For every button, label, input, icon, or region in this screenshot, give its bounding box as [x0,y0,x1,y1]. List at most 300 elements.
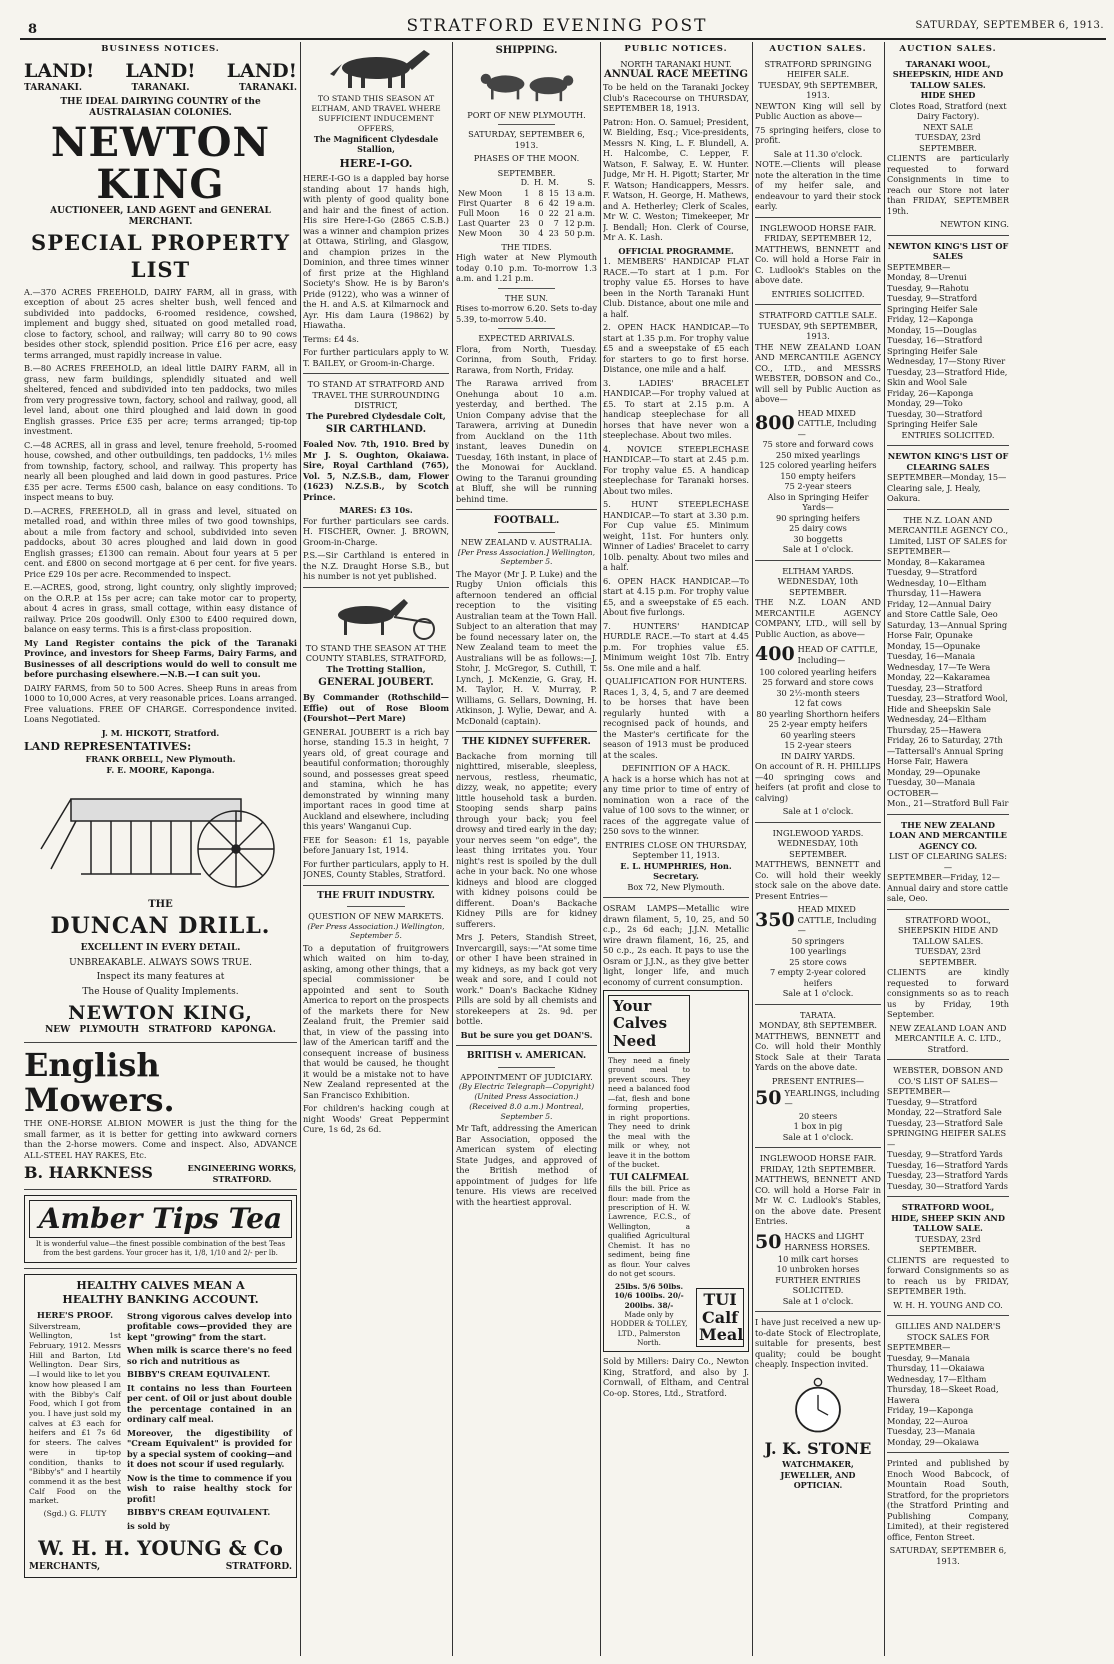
table-cell: 13 a.m. [564,188,595,198]
head-description: HEAD OF CATTLE, Including— [797,644,878,665]
head-description: HACKS and LIGHT HARNESS HORSES. [784,1231,871,1252]
sales-entry: Saturday, 13—Annual Spring Horse Fair, Opunake [887,619,1008,641]
carthland-intro: TO STAND AT STRATFORD AND TRAVEL THE SURROUNDING DISTRICT, [307,379,445,411]
sale-lot: 80 yearling Shorthorn heifers [756,708,880,719]
brit-title: BRITISH v. AMERICAN. [466,1051,587,1062]
mowers-text: THE ONE-HORSE ALBION MOWER is just the thing for the small farmer, as it is better for getting into awkward corners than the 2-horse mowers. Come and inspect. Also, ADVANCE ALL-STEEL HAY RAKES, Etc. [24,1118,297,1160]
table-cell: 21 a.m. [564,209,595,218]
sales-month: SEPTEMBER— [887,546,951,557]
qualification-text: Races 1, 3, 4, 5, and 7 are deemed to be horses that have been regularly hunted with a recognised pack of hounds, and the Master's certificate for the season of 1913 must be produced at the scales. [603,686,749,760]
property-item: A.—370 ACRES FREEHOLD, DAIRY FARM, all in grass, with exception of about 25 acres shelter bush, well fenced and subdivided into paddocks, 6-roomed residence, cowshed, implement and buggy shed, situated on good metalled road, close to factory, school, and railway; will carry 80 to 90 cows besides other stock, splendid position. Price £16 per acre, easy terms arranged, must rapidly increase in value. [24,286,297,360]
hunt-date: To be held on the Taranaki Jockey Club's Racecourse on THURSDAY, SEPTEMBER 18, 1913. [603,82,749,114]
programme-item: 4. NOVICE STEEPLECHASE HANDICAP.—To start at 2.45 p.m. For trophy value £5. A handicap steeplechase for Taranaki horses. About two miles. [603,443,749,496]
sales-entry: Monday, 22—Auroa [887,1415,968,1426]
tui-prices: 25lbs. 5/6 50lbs. 10/6 100lbs. 20/- 200lbs. 38/- [614,1281,684,1310]
kidney-text: Backache from morning till nighttired, miserable, sleepless, nervous, restless, rheumatic, dizzy, weak, no appetite; every little household task a burden. Stooping sends sharp pains through your back; you feel drowsy and tired early in the day; your nerves seem "on edge", the least thing irritates you. Your night's rest is spoiled by the dull ache in your back. No one whose kidneys and blood are clogged with kidney poisons could be different. Doan's Backache Kidney Pills are for kidney sufferers. [456,750,597,929]
moon-month: SEPTEMBER. [497,167,556,178]
carthland-contact: For further particulars see cards. H. FISCHER, Owner. J. BROWN, Groom-in-Charge. [303,515,449,547]
column-divider [452,42,453,1656]
section-heading: PUBLIC NOTICES. [624,44,728,54]
sales-entry: Wednesday, 17—Eltham [887,1373,987,1384]
shipping-news: The Rarawa arrived from Onehunga about 10 a.m. yesterday, and berthed. The Union Company advise that the Tarawera, arriving at Dunedin from Auckland on the 11th instant, leaves Dunedin on Tuesday, 16th instant, in place of the Monowai for Auckland. Owing to the Taranui grounding at Bluff, she will be running behind time. [456,378,597,504]
proof-sign: (Sgd.) G. FLUTY [43,1509,107,1519]
entries-solicited: ENTRIES SOLICITED. [901,429,995,440]
sale-lot: 90 springing heifers [776,512,860,523]
calves-ad-line: Calves [613,1014,668,1033]
sale-text: THE NEW ZEALAND LOAN AND MERCANTILE AGENCY CO., LTD., and MESSRS WEBSTER, DOBSON and Co., will sell by Public Auction as above— [755,341,881,405]
sale-text: MATTHEWS, BENNETT and Co. will hold a Horse Fair in C. Ludlook's Stables on the above date. [755,243,881,286]
tui-logo-line: TUI [703,1290,737,1310]
newspaper-title: STRATFORD EVENING POST [406,16,708,36]
sales-month: SEPTEMBER— [887,261,951,272]
section-heading: BUSINESS NOTICES. [101,44,220,54]
table-cell: 42 [548,198,559,208]
table-cell: 19 a.m. [564,198,595,208]
football-text: The Mayor (Mr J. P. Luke) and the Rugby Union officials this afternoon tendered an official reception to the visiting Australian team at the Town Hall. Subject to an alteration that may be found necessary later on, the New Zealand team to meet the Australians will be as follows:—J. Stohr, J. McGregor, S. Cuthill, T. Lynch, J. McKenzie, G. Gray, H. M. Taylor, H. V. Murray, P. Williams, G. Sellars, Downing, H. Atkinson, J. Wylie, Dewar, and A. McDonald (captain). [456,568,597,726]
newton-king-heading: NEWTON KING [50,118,271,208]
section-heading: AUCTION SALES. [769,44,867,54]
sale-text: NEWTON King will sell by Public Auction as above— [755,100,881,122]
table-cell: 50 p.m. [564,229,595,239]
sales-entry: Tuesday, 16—Stratford Springing Heifer Sale [887,335,983,356]
land-word: LAND! [226,59,297,82]
young-merchants: MERCHANTS, [29,1561,101,1572]
sale-lot: 25 dairy cows [789,523,847,534]
bibbys-line: BIBBY'S CREAM EQUIVALENT. [127,1507,271,1518]
hickott-signoff: J. M. HICKOTT, Stratford. [101,727,220,738]
calves-ad-line: Your [613,997,652,1016]
brit-text: Mr Taft, addressing the American Bar Association, opposed the American system of electing State Judges, and approved of the British method of appointment of judges for life tenure. His views are received with the heartiest approval. [456,1123,597,1207]
sales-entry: Friday, 26—Kaponga [887,387,974,398]
bibbys-line: is sold by [127,1520,170,1531]
imprint-date: SATURDAY, SEPTEMBER 6, 1913. [889,1545,1007,1566]
sale-text: MATTHEWS, BENNETT AND CO. will hold a Horse Fair in Mr W. C. Ludlook's Stables, on the above date. Present Entries. [755,1174,881,1226]
table-header-cell: M. [548,178,559,188]
clearing-text: SEPTEMBER—Monday, 15—Clearing sale, J. Healy, Oakura. [887,472,1007,504]
sale-lot: 25 store cows [789,956,847,967]
sales-entry: Tuesday, 30—Stratford Springing Heifer Sale [887,408,983,430]
head-number: 400 [755,643,795,666]
land-rep: FRANK ORBELL, New Plymouth. [85,754,236,765]
masthead-rule [20,38,1106,40]
stone-name: J. K. STONE [764,1438,872,1458]
moon-table [456,178,597,239]
sale-time: Sale at 1 o'clock. [782,544,854,555]
herei-name: HERE-I-GO. [339,157,413,171]
fruit-sub: QUESTION OF NEW MARKETS. [308,911,444,922]
tui-logo [696,995,744,1347]
sale-date: FRIDAY, 12th SEPTEMBER. [759,1163,877,1174]
table-cell: 6 [538,198,544,208]
table-cell: 8 [524,198,530,208]
wd-title: WEBSTER, DOBSON AND CO.'S LIST OF SALES— [893,1065,1003,1086]
land-word: LAND! [125,59,196,82]
sale-headcount [755,642,881,666]
sales-entry: Thursday, 18—Skeet Road, Hawera [887,1384,999,1405]
sales-entry: Tuesday, 23—Stratford Yards [887,1170,1008,1181]
football-title: FOOTBALL. [493,515,560,527]
tea-text: It is wonderful value—the finest possible combination of the best Teas from the best gardens. Your grocer has it, 1/8, 1/10 and 2/- per lb. [35,1239,286,1257]
property-item: D.—ACRES, FREEHOLD, all in grass and level, situated on metalled road, and within three miles of two good townships, about a mile from factory and school, subdivided into seven paddocks, about 30 acres ploughed and laid down in good English grasses; £1300 can remain. About four years at 5 per cent. and £800 on second mortgage at 6 per cent. for five years. Price £29 10s per acre. Recommended to inspect. [24,505,297,579]
head-description: HEAD MIXED CATTLE, Including— [797,407,877,439]
sale-lot: 25 2-year empty heifers [768,719,868,730]
sales-entry: Tuesday, 16—Stratford Yards [887,1159,1008,1170]
taranaki-banner [24,83,297,95]
drill-slogan: UNBREAKABLE. ALWAYS SOWS TRUE. [69,957,252,968]
sales-entry: Monday, 29—Toko [887,398,963,409]
masthead [0,0,1114,40]
bibbys-line: BIBBY'S CREAM EQUIVALENT. [127,1369,271,1380]
tagline: THE IDEAL DAIRYING COUNTRY of the AUSTRALASIAN COLONIES. [60,96,261,119]
proof-title: HERE'S PROOF. [36,1310,114,1321]
sales-entry: Wednesday, 24—Eltham [887,714,987,725]
sale-title: STRATFORD SPRINGING HEIFER SALE. [764,58,872,80]
property-list [24,287,297,635]
sale-date: MONDAY, 8th SEPTEMBER. [758,1020,877,1031]
sale-time: Sale at 1 o'clock. [782,806,854,817]
sale-subtitle: PRESENT ENTRIES— [771,1075,865,1086]
property-item: E.—ACRES, good, strong, light country, only slightly improved; on the O.R.P. at 15s per acre; can take motor car to property, about 4 acres in grass, small cottage, within easy distance of railway. Price 20s goodwill. Only £300 to £400 required down, balance on easy terms. This is a first-class proposition. [24,582,297,635]
newton-king-sign: NEWTON KING. [940,219,1009,230]
table-row [456,189,597,199]
sales-entry: Monday, 8—Urenui [887,272,967,283]
english-mowers-title: English Mowers. [24,1045,175,1120]
sale-date: WEDNESDAY, 10th SEPTEMBER. [777,838,859,859]
sales-entry: Tuesday, 9—Stratford Springing Heifer Sale [887,293,978,314]
sales-entry: Monday, 22—Stratford Sale [887,1107,1002,1118]
table-cell: 1 [524,188,530,198]
port-name: PORT OF NEW PLYMOUTH. [467,109,586,120]
nzl-title: THE N.Z. LOAN AND MERCANTILE AGENCY CO., Limited, LIST OF SALES for [887,514,1009,546]
bibbys-line: Moreover, the digestibility of "Cream Equivalent" is provided for by a special system of cooking—and it does not scour if used regularly. [127,1427,292,1470]
table-cell: Full Moon [458,209,500,218]
herei-intro: TO STAND THIS SEASON AT ELTHAM, AND TRAVEL WHERE SUFFICIENT INDUCEMENT OFFERS, [311,94,441,133]
joubert-fee: FEE for Season: £1 1s, payable before January 1st, 1914. [303,834,449,856]
tui-logo-line: Calf [701,1307,739,1327]
sale-headcount [755,408,881,440]
hunt-secretary: E. L. HUMPHRIES, Hon. Secretary. [620,860,732,882]
sales-entry: Tuesday, 23—Manaia [887,1426,976,1437]
sale-date: FRIDAY, SEPTEMBER 12, [764,233,872,244]
joubert-sub: The Trotting Stallion, [326,663,426,674]
tui-logo-line: Meal [699,1325,744,1345]
bibbys-line: Now is the time to commence if you wish to raise healthy stock for profit! [127,1472,292,1504]
sales-entry: SPRINGING HEIFER SALES— [887,1128,1007,1149]
clients-notice: CLIENTS are particularly requested to forward Consignments in time to reach our Store not later than FRIDAY, SEPTEMBER 19th. [887,153,1009,216]
calves-ad-text: They need a finely ground meal to prevent scours. They need a balanced food—fat, flesh and bone forming properties, in right proportions. They need to drink the meal with the milk or whey, not leave it in the bottom of the bucket. [608,1055,690,1170]
sale-headcount [755,904,881,936]
page-number: 8 [28,22,38,37]
land-register-notice: My Land Register contains the pick of the Taranaki Province, and investors for Sheep Farms, Dairy Farms, and Businesses of all descriptions would do well to consult me before purchasing elsewhere.—N.B.—I can suit you. [24,637,297,680]
sales-entry: Monday, 29—Okaiawa [887,1436,979,1447]
head-number: 800 [755,412,795,435]
head-number: 50 [755,1087,782,1110]
next-sale: NEXT SALE [923,121,973,132]
tides-title: THE TIDES. [501,241,552,252]
table-header [456,178,597,188]
sale-lot: 10 unbroken horses [776,1264,860,1275]
herei-text: HERE-I-GO is a dappled bay horse standing about 17 hands high, with plenty of good quality bone and hair and the finest of action. His sire Here-I-Go (2865 C.S.B.) was a winner and champion prizes at Ottawa, Stirling, and Glasgow, and champion prizes in the Dominion, and three times winner of first prize at the Highland Society's Show. He is by Baron's Pride (9122), who was a winner of the H. and A.S. at Kilmarnock and Ayr. His dam Laura (19862) by Hiawatha. [303,173,449,331]
drill-slogan: EXCELLENT IN EVERY DETAIL. [80,943,241,954]
table-header-cell: D. [520,178,530,188]
sales-entry: Friday, 19—Kaponga [887,1405,974,1416]
carthland-mares: MARES: £3 10s. [339,505,413,516]
pocket-watch-icon [790,1373,846,1437]
table-cell: 23 [519,219,530,229]
drill-slogan: The House of Quality Implements. [82,986,239,997]
table-cell: 0 [538,209,544,218]
sale-subtitle: IN DAIRY YARDS. [781,750,855,761]
sales-entry: Monday, 15—Opunake [887,640,981,651]
column-business-notices [24,42,297,1658]
sales-entry: Tuesday, 9—Rahotu [887,282,970,293]
sale-item: 75 springing heifers, close to profit. [755,124,881,146]
column-divider [300,42,301,1656]
brit-cable: (By Electric Telegraph—Copyright) (United Press Association.) (Received 8.0 a.m.) Montreal, September 5. [458,1082,595,1121]
hide-text: Clotes Road, Stratford (next Dairy Factory). [889,100,1007,122]
sale-entries: ENTRIES SOLICITED. [771,288,865,299]
sale-lot: 150 empty heifers [780,470,856,481]
table-cell: 12 p.m. [564,219,595,229]
wool-title: TARANAKI WOOL, SHEEPSKIN, HIDE AND TALLOW SALES. [892,58,1004,90]
wd-hide-title: STRATFORD WOOL, HIDE, SHEEP SKIN AND TALLOW SALE. [891,1202,1005,1234]
programme-item: 5. HUNT STEEPLECHASE HANDICAP.—To start at 3.30 p.m. For Cup value £5. Minimum weight, 11st. For hunters only. Winner of Ladies' Bracelet to carry 10lb. penalty. About two miles and a half. [603,499,749,573]
table-header-cell: S. [587,178,595,188]
property-list-title: SPECIAL PROPERTY LIST [31,229,290,282]
sale-lot: 75 store and forward cows [762,439,874,450]
table-cell: 30 [519,229,530,239]
sale-date: TUESDAY, 9th SEPTEMBER, 1913. [758,79,878,101]
property-item: B.—80 ACRES FREEHOLD, an ideal little DAIRY FARM, all in grass, new farm buildings, splendidly situated and well sheltered, fenced and subdivided into ten paddocks, two miles from very progressive town, factory, school and railway, good, all level land, about one third ploughed and laid down in good English grasses. Price £35 per acre; terms arranged; tip-top investment. [24,363,297,437]
bibbys-calves-ad [24,1274,297,1579]
sales-entry: Monday, 22—Kakaramea [887,672,991,683]
table-cell: 4 [538,229,544,239]
sale-title: INGLEWOOD HORSE FAIR. [759,1153,877,1163]
hunt-patrons: Patron: Hon. O. Samuel; President, W. Bielding, Esq.; Vice-presidents, Messrs N. King, L. F. Blundell, A. H. Halcombe, C. Lepper, F. Watson, F. Salway, E. W. Hunter. Judge, Mr H. H. Pigott; Starter, Mr F. Watson; Handicappers, Messrs. F. Watson, H. George, H. Mathews, and A. Hetherley; Clerk of Scales, Mr W. C. Weston; Timekeeper, Mr J. Bendall; Hon. Clerk of Course, Mr A. K. Lash. [603,116,749,243]
sales-entry: Thursday, 11—Okaiawa [887,1363,985,1374]
hide-shed: HIDE SHED [920,90,976,101]
tui-calfmeal-text: fills the bill. Price as flour: made from the prescription of H. W. Lawrence, F.C.S., of Wellington, a qualified Agricultural Chemist. It has no sediment, being fine as flour. Your calves do not get scours. [608,1184,690,1279]
programme-item: 1. MEMBERS' HANDICAP FLAT RACE.—To start at 1 p.m. For trophy value £5. Horses to have been in the North Taranaki Hunt Club. Distance, about one mile and a half. [603,256,749,319]
sales-month: SEPTEMBER— [887,1342,951,1353]
next-date: TUESDAY, 23rd SEPTEMBER. [915,132,981,153]
sale-time: Sale at 1 o'clock. [782,1295,854,1306]
land-reps-title: LAND REPRESENTATIVES: [24,740,192,754]
sale-text: THE N.Z. LOAN AND MERCANTILE AGENCY COMPANY, LTD., will sell by Public Auction, as above— [755,597,881,639]
football-sub: NEW ZEALAND v. AUSTRALIA. [460,537,593,547]
sale-lot: 30 2½-month steers [776,687,860,698]
fruit-text: To a deputation of fruitgrowers which waited on him to-day, asking, among other things, that a special commissioner be appointed and sent to South America to report on the prospects of the markets there for New Zealand fruit, the Premier said that, in view of the passing into law of the American tariff and the consequent increase of business that would be caused, he thought it would be a mistake not to have New Zealand represented at the San Francisco Exhibition. [303,942,449,1100]
table-cell: 7 [553,219,559,229]
table-cell: 16 [519,209,530,218]
young-name: W. H. H. YOUNG & Co [38,1536,283,1561]
carthland-sub: The Purebred Clydesdale Colt, [306,410,446,421]
table-header-cell [456,178,517,188]
tui-calfmeal-name: TUI CALFMEAL [609,1172,689,1183]
fruit-assoc: (Per Press Association.) Wellington, September 5. [307,921,445,941]
sale-title: INGLEWOOD YARDS. [772,827,864,838]
table-cell: 22 [548,209,559,218]
moon-title: PHASES OF THE MOON. [473,153,580,164]
sales-entry: Tuesday, 23—Stratford Wool, Hide and Sheepskin Sale [887,693,1008,714]
sale-time: Sale at 1 o'clock. [782,1131,854,1142]
sale-title: ELTHAM YARDS. [782,565,854,576]
sale-lot: 12 fat cows [794,698,842,709]
property-item: C.—48 ACRES, all in grass and level, tenure freehold, 5-roomed house, cowshed, and other outbuildings, ten paddocks, 1½ miles from township, factory, school, and railway. This property has nearly all been ploughed and laid down in good pastures. Price £35 per acre. Terms £500 cash, balance on easy conditions. To inspect means to buy. [24,439,297,503]
kidney-title: THE KIDNEY SUFFERER. [462,737,591,748]
joubert-pedigree: By Commander (Rothschild—Effie) out of Rose Bloom (Fourshot—Pert Mare) [303,692,449,724]
osram-notice: OSRAM LAMPS—Metallic wire drawn filament, 5, 10, 25, and 50 c.p., 2s 6d each; J.J.N. Metallic wire drawn filament, 16, 25, and 50 c.p., 2s each. It pays to use the Osram or J.J.N., as they give better light, longer life, and much economy of current consumption. [603,903,749,987]
sale-lot: 250 mixed yearlings [775,449,861,460]
stone-desc: WATCHMAKER, JEWELLER, AND OPTICIAN. [780,1459,856,1490]
bibbys-line: When milk is scarce there's no feed so rich and nutritious as [127,1345,292,1366]
herei-contact: For further particulars apply to W. T. BAILEY, or Groom-in-Charge. [303,347,449,368]
sales-entry: Monday, 29—Opunake [887,766,981,777]
sale-text: MATTHEWS, BENNETT and Co. will hold their weekly stock sale on the above date. Present Entries— [755,859,881,901]
table-header-cell: H. [533,178,544,188]
harkness-ad [24,1163,297,1183]
sale-time: Sale at 1 o'clock. [782,988,854,999]
drill-firm: NEWTON KING, [68,1002,253,1025]
section-heading: AUCTION SALES. [899,44,997,54]
port-date: SATURDAY, SEPTEMBER 6, 1913. [468,129,585,150]
sales-entry: Thursday, 11—Hawera [887,588,982,599]
sale-lot: 10 milk cart horses [777,1253,859,1264]
sale-time: Sale at 11.30 o'clock. [773,148,863,159]
sale-lot: 125 colored yearling heifers [759,460,877,471]
sale-lot: 30 boggetts [793,533,843,544]
hunt-name: NORTH TARANAKI HUNT. [620,58,732,69]
entries-close: ENTRIES CLOSE ON THURSDAY, September 11, 1913. [605,839,747,861]
table-row [456,209,597,219]
fruit-title: THE FRUIT INDUSTRY. [317,890,435,901]
brit-sub: APPOINTMENT OF JUDICIARY. [460,1071,593,1082]
head-number: 50 [755,1230,782,1253]
firm-description: AUCTIONEER, LAND AGENT and GENERAL MERCHANT. [50,205,271,228]
proof-column [29,1311,121,1535]
joubert-text: GENERAL JOUBERT is a rich bay horse, standing 15.3 in height, 7 years old, of great courage and beautiful conformation; thoroughly sound, and possesses great speed and stamina, which he has demonstrated by winning many important races in good time at Auckland and elsewhere, including this years' Wanganui Cup. [303,726,449,832]
gillies-title: GILLIES AND NALDER'S STOCK SALES FOR [895,1321,1001,1342]
hack-title: DEFINITION OF A HACK. [621,763,731,774]
sale-headcount [755,1230,881,1254]
horse-illustration [306,44,446,92]
sale-lot: 100 yearlings [789,946,847,957]
harkness-name: B. HARKNESS [24,1163,153,1183]
programme-item: 2. OPEN HACK HANDICAP.—To start at 1.35 p.m. For trophy value £5 and a sweepstake of £5 each for starters to go to first horse. Distance, one mile and a half. [603,322,749,375]
trotter-illustration [306,593,446,641]
head-description: HEAD MIXED CATTLE, Including— [797,904,877,936]
sales-entry: Wednesday, 17—Stony River [887,356,1006,367]
hunt-box: Box 72, New Plymouth. [627,881,725,892]
nzl-sign: NEW ZEALAND LOAN AND MERCANTILE A. C. LTD., Stratford. [889,1022,1007,1054]
head-number: 350 [755,908,795,931]
nzl2-sub: LIST OF CLEARING SALES:— [889,851,1007,872]
calves-title: HEALTHY BANKING ACCOUNT. [62,1292,259,1306]
hack-text: A hack is a horse which has not at any time prior to time of entry of nomination won a race of the value of 100 sovs to the winner, or races of the aggregate value of 250 sovs to the winner. [603,773,749,837]
clients-notice: CLIENTS are kindly requested to forward consignments so as to reach us by Friday, 19th September. [887,967,1009,1020]
sale-text: MATTHEWS, BENNETT and Co. will hold their Monthly Stock Sale at their Tarata Yards on the above date. [755,1030,881,1073]
nzl2-title: THE NEW ZEALAND LOAN AND MERCANTILE AGENCY CO. [889,819,1007,851]
carthland-name: SIR CARTHLAND. [325,424,427,436]
table-cell: 0 [538,219,544,229]
stone-text: I have just received a new up-to-date Stock of Electroplate, suitable for presents, best quality; could be bought cheaply. Inspection invited. [755,1317,881,1370]
sales-list-title: NEWTON KING'S LIST OF SALES [887,240,1009,262]
kidney-testimonial: Mrs J. Peters, Standish Street, Invercargill, says:—"At some time or other I have been strained in my kidneys, as my back got very weak and sore, and I could not work." Doan's Backache Kidney Pills are sold by all chemists and storekeepers at 2s. 9d. per bottle. [456,932,597,1027]
land-rep: F. E. MOORE, Kaponga. [106,764,215,775]
sales-entry: Thursday, 25—Hawera [887,724,982,735]
programme-item: 7. HUNTERS' HANDICAP HURDLE RACE.—To start at 4.45 p.m. For trophies value £5. Minimum weight 10st 7lb. Entry 5s. One mile and a half. [603,620,749,673]
sales-entry: Friday, 12—Kaponga [887,314,974,325]
column-stallions [303,42,449,1658]
sale-headcount [755,1086,881,1110]
drill-slogan: Inspect its many features at [96,972,225,983]
bibbys-line: It contains no less than Fourteen per cent. of Oil or just about double the percentage contained in an ordinary calf meal. [127,1382,292,1425]
amber-tips-tea-ad [24,1195,297,1263]
table-cell: New Moon [458,188,503,198]
qualification-title: QUALIFICATION FOR HUNTERS. [605,676,747,687]
table-cell: 8 [538,188,544,198]
sale-lot: 25 forward and store cows [762,677,874,688]
sale-lot: 7 empty 2-year colored heifers [769,967,867,988]
duncan-drill-title: DUNCAN DRILL. [50,912,271,939]
column-auction-sales-1 [755,42,881,1658]
arrivals-text: Flora, from North, Tuesday. Corinna, from South, Friday. Rarawa, from North, Friday. [456,343,597,375]
land-word: LAND! [24,59,95,82]
taranaki-word: TARANAKI. [24,83,83,94]
sales-entry: Friday, 12—Annual Dairy and Store Cattle Sale, Oeo [887,598,998,620]
sales-entry: Tuesday, 30—Stratford Yards [887,1180,1008,1191]
joubert-contact: For further particulars, apply to H. JONES, County Stables, Stratford. [303,858,449,880]
sale-lot: 50 springers [791,935,845,946]
column-divider [752,42,753,1656]
imprint: Printed and published by Enoch Wood Babcock, of Mountain Road South, Stratford, for the proprietors (the Stratford Printing and Publishing Company, Limited), at their registered office, Fenton Street. [887,1458,1009,1542]
table-row [456,199,597,209]
column-auction-sales-2 [887,42,1009,1658]
sun-text: Rises to-morrow 6.20. Sets to-day 5.39, to-morrow 5.40. [456,303,597,324]
drill-the: THE [148,899,173,911]
sheepskin-title: STRATFORD WOOL, SHEEPSKIN HIDE AND TALLOW SALES. [897,914,999,946]
drill-towns: NEW PLYMOUTH STRATFORD KAPONGA. [45,1025,276,1036]
tui-left [608,995,690,1347]
nzl2-text: SEPTEMBER—Friday, 12—Annual dairy and store cattle sale, Oeo. [887,872,1009,904]
tui-sold-by: Sold by Millers: Dairy Co., Newton King, Stratford, and also by J. Cornwall, of Eltham, and Central Co-op. Stores, Ltd., Stratford. [603,1356,749,1398]
sales-month: SEPTEMBER— [887,1086,951,1097]
sale-lot: 60 yearling steers [780,729,856,740]
sale-title: STRATFORD CATTLE SALE. [758,310,878,321]
sales-entry: Wednesday, 10—Eltham [887,577,987,588]
herei-terms: Terms: £4 4s. [303,333,359,344]
column-divider [600,42,601,1656]
sheepskin-date: TUESDAY, 23rd SEPTEMBER. [915,946,981,967]
sales-entry: Tuesday, 9—Stratford [887,1096,978,1107]
arrivals-title: EXPECTED ARRIVALS. [478,333,575,344]
herei-sub: The Magnificent Clydesdale Stallion, [313,133,439,155]
sales-entry: Tuesday, 30—Manaia [887,777,976,788]
proof-text: Silverstream, Wellington, 1st February, 1912. Messrs Hill and Barton, Ltd Wellington. Dear Sirs,—I would like to let you know how pleased I am with the Bibby's Calf Food, which I got from you. I have just sold my calves at £3 each for heifers and £1 7s 6d for steers. The calves were in tip-top condition, thanks to "Bibby's" and I heartily commend it as the best Calf Food on the market. [29,1321,121,1506]
sale-note: NOTE.—Clients will please note the alteration in the time of my heifer sale, and endeavour to yard their stock early. [755,159,881,212]
sales-entry: Tuesday, 23—Stratford Hide, Skin and Wool Sale [887,366,1008,388]
joubert-intro: TO STAND THE SEASON AT THE COUNTY STABLES, STRATFORD, [305,642,447,664]
harkness-desc: ENGINEERING WORKS, STRATFORD. [187,1163,297,1184]
sales-entry: Tuesday, 9—Stratford Yards [887,1149,1003,1160]
programme-title: OFFICIAL PROGRAMME. [618,245,734,256]
column-shipping [456,42,597,1658]
table-row [456,219,597,229]
cattle-illustration [467,60,587,108]
tea-title: Amber Tips Tea [29,1200,292,1238]
tui-made: Made only by HODDER & TOLLEY, LTD., Palmerston North. [610,1310,688,1347]
sales-entry: Monday, 15—Douglas [887,324,977,335]
